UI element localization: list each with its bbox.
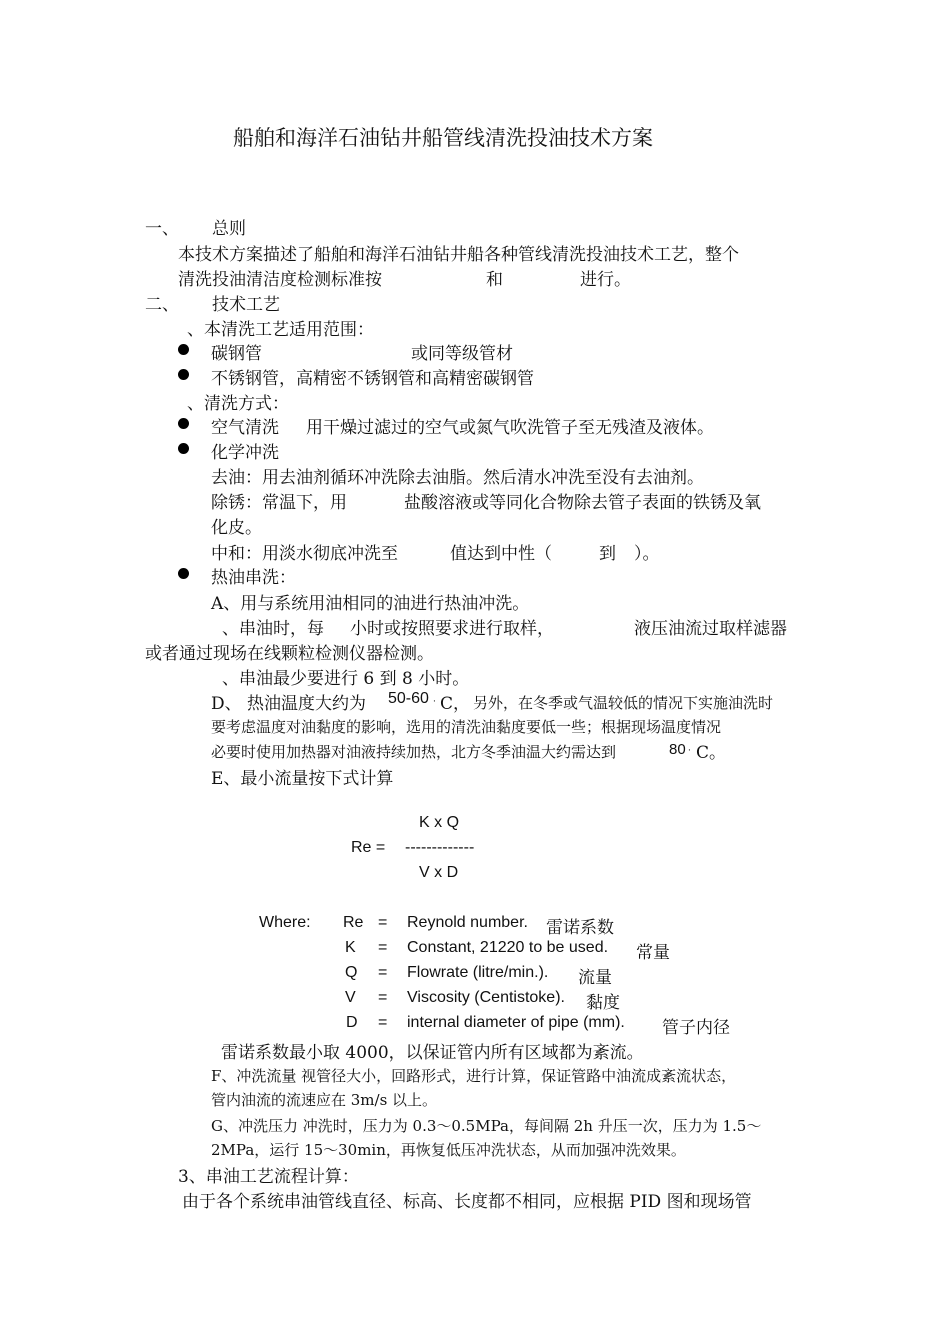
section-3-heading: 3、串油工艺流程计算： [178, 1167, 359, 1187]
bullet-icon [178, 568, 189, 579]
hot-oil-item-b-2: 小时或按照要求进行取样， [350, 619, 554, 639]
air-cleaning-label: 空气清洗 [211, 418, 279, 438]
variable-chinese: 流量 [578, 968, 612, 988]
bullet-icon [178, 418, 189, 429]
variable-symbol: Re [343, 914, 364, 931]
bullet-icon [178, 443, 189, 454]
section-3-paragraph: 由于各个系统串油管线直径、标高、长度都不相同，应根据 PID 图和现场管 [182, 1192, 752, 1212]
neutral-line-b: 值达到中性（ [450, 544, 552, 564]
hot-oil-temp-unit: C， [440, 694, 471, 714]
scope-item-2: 不锈钢管，高精密不锈钢管和高精密碳钢管 [211, 369, 534, 389]
hot-oil-item-a: A、用与系统用油相同的油进行热油冲洗。 [211, 594, 530, 614]
hot-oil-item-b-1: 、串油时，每 [222, 619, 324, 639]
section-1-paragraph-line-1: 本技术方案描述了船舶和海洋石油钻井船各种管线清洗投油技术工艺，整个 [178, 245, 739, 265]
hot-oil-item-b-4: 或者通过现场在线颗粒检测仪器检测。 [145, 644, 434, 664]
derust-line-1a: 除锈：常温下，用 [211, 493, 347, 513]
variable-chinese: 雷诺系数 [546, 918, 614, 938]
document-title: 船舶和海洋石油钻井船管线清洗投油技术方案 [233, 126, 653, 150]
section-1-heading: 总则 [212, 219, 246, 239]
flush-flow-line-1: F、冲洗流量 视管径大小，回路形式，进行计算，保证管路中油流成紊流状态， [211, 1067, 737, 1085]
neutral-line-d: ）。 [634, 544, 660, 564]
hot-oil-flush-label: 热油串洗： [211, 568, 296, 588]
variable-equals: = [378, 939, 388, 956]
variable-symbol: K [345, 939, 356, 956]
formula-denominator: V x D [419, 864, 459, 881]
section-2-number: 二、 [145, 295, 179, 315]
derust-line-1b: 盐酸溶液或等同化合物除去管子表面的铁锈及氧 [404, 493, 761, 513]
hot-oil-item-d-4: 必要时使用加热器对油液持续加热，北方冬季油温大约需达到 [211, 743, 617, 761]
degree-mark: · [688, 746, 691, 756]
air-cleaning-desc: 用干燥过滤过的空气或氮气吹洗管子至无残渣及液体。 [306, 418, 714, 438]
variable-chinese: 管子内径 [662, 1018, 730, 1038]
method-heading: 、清洗方式： [187, 394, 289, 414]
variable-equals: = [378, 989, 388, 1006]
flush-pressure-line-1: G、冲洗压力 冲洗时，压力为 0.3～0.5MPa，每间隔 2h 升压一次，压力为 1.5～ [211, 1117, 762, 1135]
flush-flow-line-2: 管内油流的流速应在 3m/s 以上。 [211, 1091, 438, 1109]
variable-symbol: Q [345, 964, 358, 981]
formula-numerator: K x Q [419, 814, 460, 831]
section-1-number: 一、 [145, 219, 179, 239]
where-label: Where: [259, 914, 311, 931]
variable-chinese: 黏度 [586, 993, 620, 1013]
section-1-paragraph-line-2a: 清洗投油清洁度检测标准按 [178, 270, 382, 290]
neutral-line-c: 到 [599, 544, 616, 564]
hot-oil-winter-temp: 80 [669, 741, 686, 758]
variable-description: Constant, 21220 to be used. [407, 939, 609, 956]
hot-oil-item-d-3: 要考虑温度对油黏度的影响，选用的清洗油黏度要低一些；根据现场温度情况 [211, 718, 722, 736]
variable-chinese: 常量 [636, 943, 670, 963]
variable-symbol: V [345, 989, 356, 1006]
section-2-heading: 技术工艺 [212, 295, 280, 315]
neutral-line-a: 中和：用淡水彻底冲洗至 [211, 544, 398, 564]
scope-item-1b: 或同等级管材 [411, 344, 513, 364]
degree-mark: · [433, 697, 436, 707]
hot-oil-item-e: E、最小流量按下式计算 [211, 769, 394, 789]
flush-pressure-line-2: 2MPa，运行 15～30min，再恢复低压冲洗状态，从而加强冲洗效果。 [211, 1141, 686, 1159]
deoil-line: 去油：用去油剂循环冲洗除去油脂。然后清水冲洗至没有去油剂。 [211, 468, 704, 488]
variable-equals: = [378, 914, 388, 931]
section-1-paragraph-line-2b: 和 [486, 270, 503, 290]
hot-oil-item-c: 、串油最少要进行 6 到 8 小时。 [222, 669, 470, 689]
variable-symbol: D [346, 1014, 358, 1031]
hot-oil-winter-unit: C。 [696, 743, 727, 763]
bullet-icon [178, 344, 189, 355]
hot-oil-item-d-1: D、 热油温度大约为 [211, 694, 367, 714]
formula-lhs: Re = [351, 839, 386, 856]
bullet-icon [178, 369, 189, 380]
variable-description: Reynold number. [407, 914, 528, 931]
variable-equals: = [378, 964, 388, 981]
variable-description: Viscosity (Centistoke). [407, 989, 565, 1006]
hot-oil-item-d-2: 另外，在冬季或气温较低的情况下实施油洗时 [473, 694, 774, 712]
reynolds-note: 雷诺系数最小取 4000，以保证管内所有区域都为紊流。 [221, 1043, 644, 1063]
variable-description: Flowrate (litre/min.). [407, 964, 549, 981]
derust-line-2: 化皮。 [211, 518, 262, 538]
hot-oil-temp-range: 50-60 [388, 690, 429, 707]
scope-item-1a: 碳钢管 [211, 344, 262, 364]
variable-description: internal diameter of pipe (mm). [407, 1014, 625, 1031]
chemical-flush-label: 化学冲洗 [211, 443, 279, 463]
formula-fraction-bar: ------------- [405, 839, 475, 856]
hot-oil-item-b-3: 液压油流过取样滤器 [634, 619, 787, 639]
scope-heading: 、本清洗工艺适用范围： [187, 320, 374, 340]
variable-equals: = [378, 1014, 388, 1031]
section-1-paragraph-line-2c: 进行。 [580, 270, 631, 290]
